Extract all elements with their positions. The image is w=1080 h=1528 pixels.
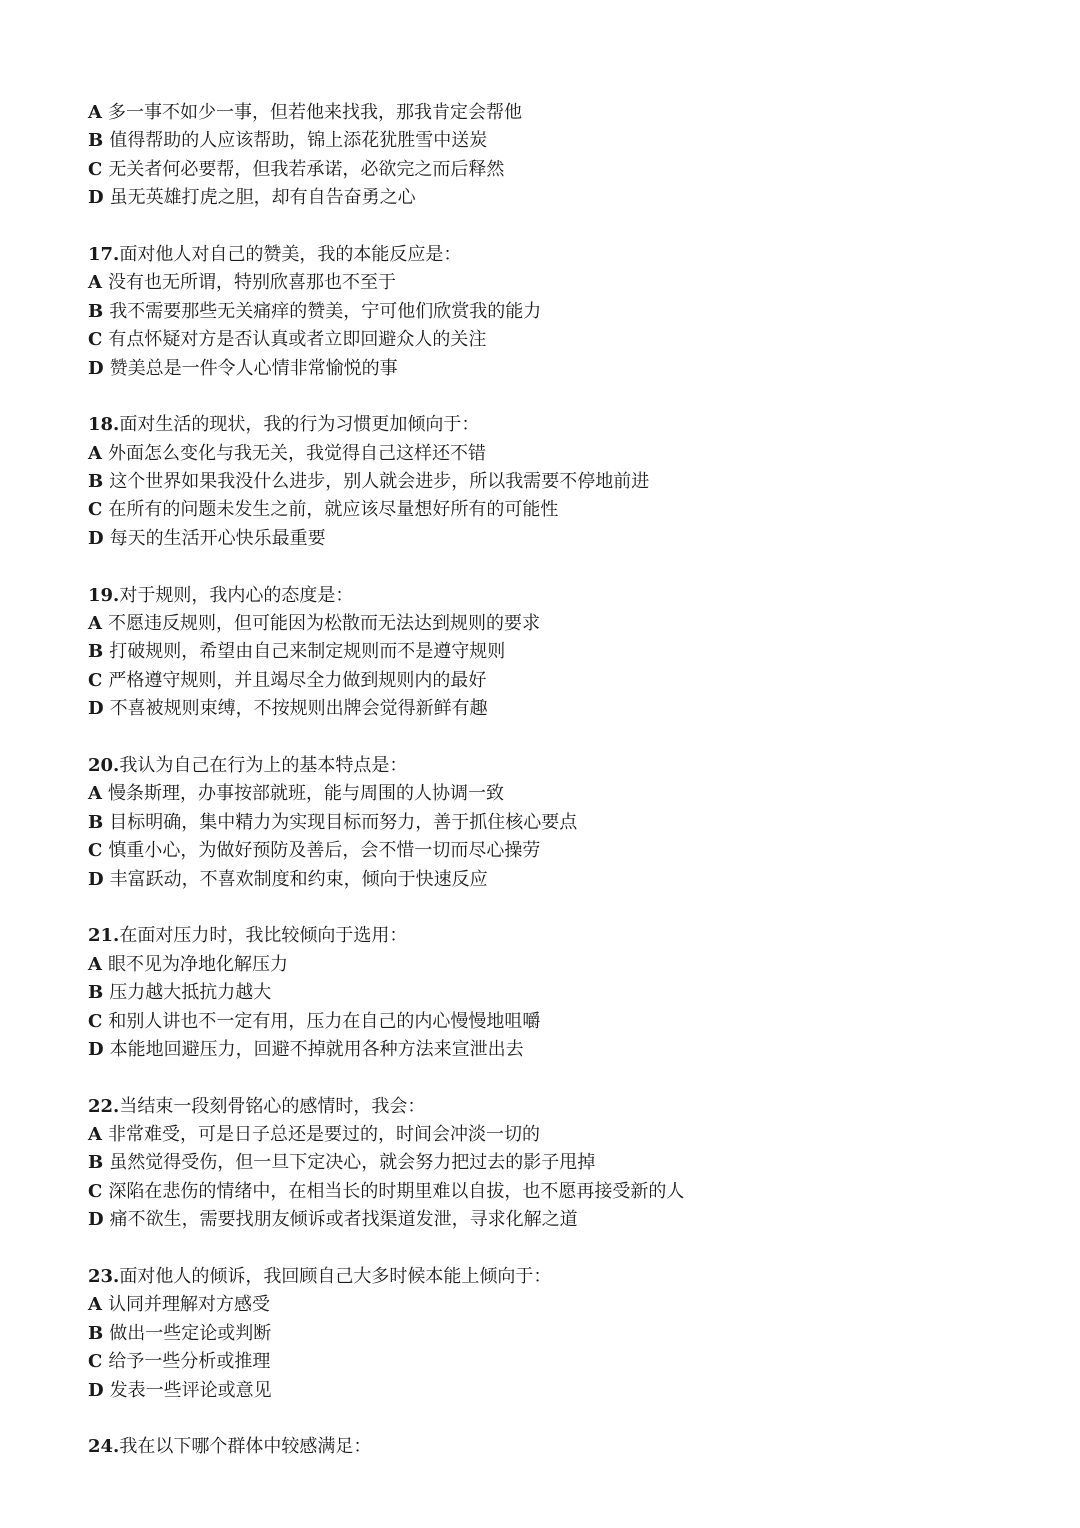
option-line-c [88,837,1048,865]
option-letter: C [88,158,103,180]
question-title [88,1093,1048,1121]
option-text: 有点怀疑对方是否认真或者立即回避众人的关注 [108,329,487,351]
option-text: 目标明确，集中精力为实现目标而努力，善于抓住核心要点 [109,811,578,833]
option-text: 做出一些定论或判断 [109,1322,272,1344]
option-text: 丰富跃动，不喜欢制度和约束，倾向于快速反应 [109,868,488,890]
option-line-b [88,468,1048,496]
option-line-a [88,1291,1048,1319]
option-letter: B [88,811,104,833]
question-text: 对于规则，我内心的态度是： [119,584,354,606]
option-letter: C [88,329,103,351]
option-line-d [88,1206,1048,1234]
option-letter: B [88,1322,104,1344]
spacer [88,894,1048,922]
option-letter: C [88,1351,103,1373]
option-text: 深陷在悲伤的情绪中，在相当长的时期里难以自拔，也不愿再接受新的人 [108,1180,685,1202]
spacer [88,1064,1048,1092]
option-line-d [88,1036,1048,1064]
option-text: 压力越大抵抗力越大 [109,982,272,1004]
option-line-b [88,638,1048,666]
lead-options-block [88,99,1048,213]
option-letter: B [88,641,104,663]
question-20 [88,752,1048,894]
option-text: 每天的生活开心快乐最重要 [109,527,326,549]
option-text: 不愿违反规则，但可能因为松散而无法达到规则的要求 [107,613,540,635]
option-letter: C [88,669,103,691]
option-letter: D [88,527,104,549]
question-text: 面对生活的现状，我的行为习惯更加倾向于： [119,414,480,436]
option-text: 值得帮助的人应该帮助，锦上添花犹胜雪中送炭 [109,130,488,152]
option-text: 不喜被规则束缚，不按规则出牌会觉得新鲜有趣 [109,698,488,720]
option-line-c [88,1348,1048,1376]
option-letter: A [88,1294,102,1316]
option-letter: B [88,982,104,1004]
option-letter: D [88,698,104,720]
option-text: 发表一些评论或意见 [109,1379,272,1401]
spacer [88,1405,1048,1433]
option-letter: C [88,1010,103,1032]
option-line-d [88,866,1048,894]
option-line-c [88,667,1048,695]
option-line-b [88,1320,1048,1348]
spacer [88,553,1048,581]
option-letter: C [88,499,103,521]
option-line-a [88,951,1048,979]
option-letter: B [88,1152,104,1174]
question-title [88,241,1048,269]
question-22 [88,1093,1048,1235]
question-number: 24. [88,1436,120,1458]
spacer [88,1235,1048,1263]
question-title [88,1433,1048,1461]
option-text: 给予一些分析或推理 [108,1351,271,1373]
option-line-b [88,298,1048,326]
option-text: 痛不欲生，需要找朋友倾诉或者找渠道发泄，寻求化解之道 [109,1209,578,1231]
option-letter: D [88,1209,104,1231]
option-letter: D [88,187,104,209]
question-text: 当结束一段刻骨铭心的感情时，我会： [119,1095,426,1117]
option-line-c [88,326,1048,354]
question-number: 23. [88,1266,120,1288]
option-line-lead-d [88,184,1048,212]
option-text: 本能地回避压力，回避不掉就用各种方法来宣泄出去 [109,1038,524,1060]
question-title [88,1263,1048,1291]
question-19 [88,582,1048,724]
question-number: 18. [88,414,120,436]
option-text: 赞美总是一件令人心情非常愉悦的事 [109,357,398,379]
option-text: 虽无英雄打虎之胆，却有自告奋勇之心 [109,187,416,209]
question-17 [88,241,1048,383]
option-line-a [88,610,1048,638]
option-text: 认同并理解对方感受 [107,1294,270,1316]
option-text: 多一事不如少一事，但若他来找我，那我肯定会帮他 [107,102,522,123]
option-line-c [88,496,1048,524]
option-text: 外面怎么变化与我无关，我觉得自己这样还不错 [107,442,486,464]
option-line-d [88,1377,1048,1405]
option-letter: D [88,868,104,890]
option-letter: A [88,272,102,294]
question-text: 在面对压力时，我比较倾向于选用： [119,925,408,947]
question-text: 我认为自己在行为上的基本特点是： [119,754,408,776]
option-line-a [88,269,1048,297]
option-line-b [88,809,1048,837]
option-line-a [88,1121,1048,1149]
option-text: 这个世界如果我没什么进步，别人就会进步，所以我需要不停地前进 [109,471,650,493]
option-letter: A [88,783,102,805]
question-text: 面对他人对自己的赞美，我的本能反应是： [119,243,462,265]
option-text: 虽然觉得受伤，但一旦下定决心，就会努力把过去的影子甩掉 [109,1152,596,1174]
spacer [88,724,1048,752]
option-text: 没有也无所谓，特别欣喜那也不至于 [107,272,396,294]
option-line-a [88,780,1048,808]
option-letter: A [88,442,102,464]
option-line-lead-b [88,127,1048,155]
option-text: 严格遵守规则，并且竭尽全力做到规则内的最好 [108,669,487,691]
option-line-c [88,1178,1048,1206]
option-text: 非常难受，可是日子总还是要过的，时间会冲淡一切的 [107,1124,540,1146]
question-21 [88,922,1048,1064]
option-letter: A [88,613,102,635]
option-line-b [88,979,1048,1007]
spacer [88,213,1048,241]
option-line-lead-c [88,156,1048,184]
question-title [88,582,1048,610]
option-text: 无关者何必要帮，但我若承诺，必欲完之而后释然 [108,158,505,180]
question-text: 我在以下哪个群体中较感满足： [119,1436,372,1458]
option-letter: A [88,102,102,123]
option-letter: C [88,840,103,862]
question-title [88,922,1048,950]
question-number: 22. [88,1095,120,1117]
option-letter: A [88,953,102,975]
option-line-d [88,695,1048,723]
question-text: 面对他人的倾诉，我回顾自己大多时候本能上倾向于： [119,1266,552,1288]
question-number: 21. [88,925,120,947]
question-title [88,752,1048,780]
option-line-d [88,525,1048,553]
spacer [88,383,1048,411]
question-number: 19. [88,584,120,606]
option-letter: B [88,130,104,152]
option-line-b [88,1149,1048,1177]
option-text: 慢条斯理，办事按部就班，能与周围的人协调一致 [107,783,504,805]
questionnaire-body [88,99,1048,1462]
option-line-c [88,1008,1048,1036]
option-letter: C [88,1180,103,1202]
option-letter: D [88,1038,104,1060]
option-letter: B [88,300,104,322]
question-24 [88,1433,1048,1461]
option-text: 和别人讲也不一定有用，压力在自己的内心慢慢地咀嚼 [108,1010,541,1032]
option-text: 在所有的问题未发生之前，就应该尽量想好所有的可能性 [108,499,559,521]
option-text: 眼不见为净地化解压力 [107,953,288,975]
question-18 [88,411,1048,553]
question-number: 20. [88,754,120,776]
option-line-d [88,355,1048,383]
option-letter: D [88,1379,104,1401]
option-text: 慎重小心，为做好预防及善后，会不惜一切而尽心操劳 [108,840,541,862]
option-line-lead-a [88,99,1048,127]
option-letter: A [88,1124,102,1146]
question-number: 17. [88,243,120,265]
option-letter: D [88,357,104,379]
option-letter: B [88,471,104,493]
question-23 [88,1263,1048,1405]
option-text: 打破规则，希望由自己来制定规则而不是遵守规则 [109,641,506,663]
question-title [88,411,1048,439]
option-line-a [88,440,1048,468]
option-text: 我不需要那些无关痛痒的赞美，宁可他们欣赏我的能力 [109,300,542,322]
